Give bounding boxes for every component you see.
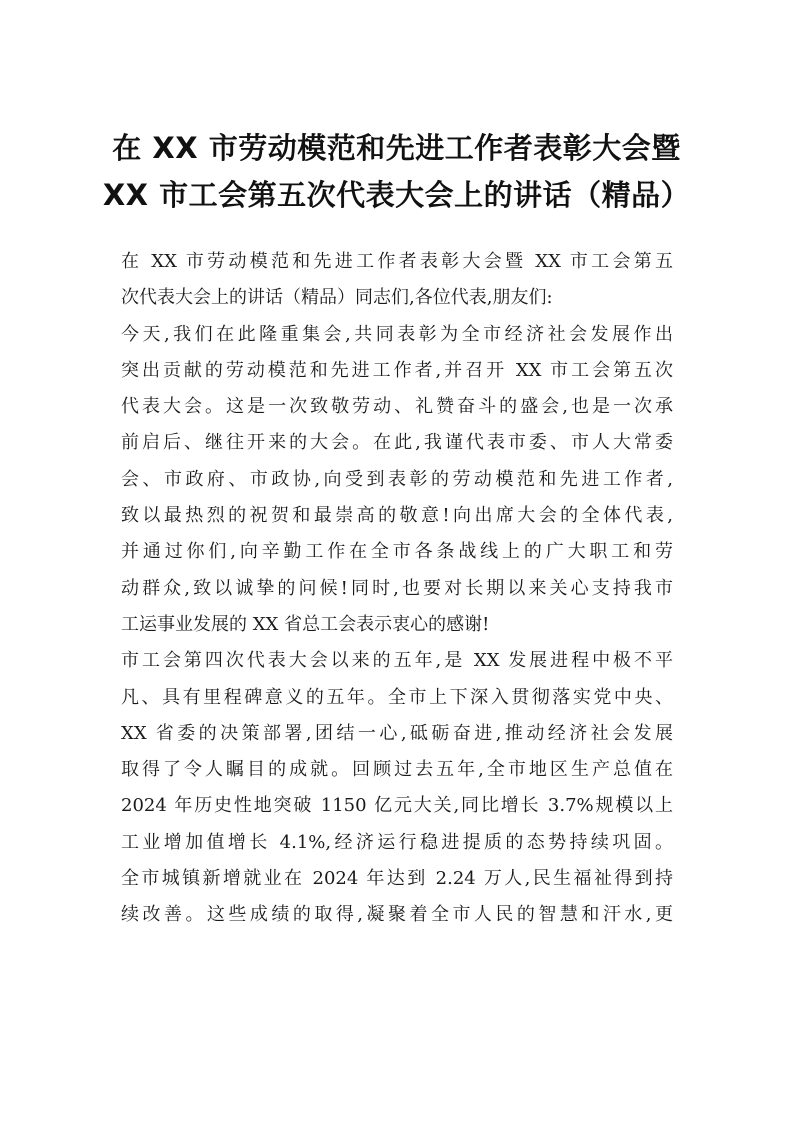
body-line: 次代表大会上的讲话（精品）同志们,各位代表,朋友们: [121, 287, 553, 309]
body-line: 今天,我们在此隆重集会,共同表彰为全市经济社会发展作出 [121, 323, 673, 345]
body-line: 前启后、继往开来的大会。在此,我谨代表市委、市人大常委 [121, 432, 673, 454]
body-line: 代表大会。这是一次致敬劳动、礼赞奋斗的盛会,也是一次承 [121, 396, 673, 418]
body-line: 2024 年历史性地突破 1150 亿元大关,同比增长 3.7%规模以上 [121, 795, 673, 817]
document-title-line-1: 在 XX 市劳动模范和先进工作者表彰大会暨 [112, 131, 681, 165]
body-line: 会、市政府、市政协,向受到表彰的劳动模范和先进工作者, [121, 468, 673, 490]
body-line: XX 省委的决策部署,团结一心,砥砺奋进,推动经济社会发展 [121, 722, 673, 744]
body-line: 致以最热烈的祝贺和最崇高的敬意!向出席大会的全体代表, [121, 505, 673, 527]
body-line: 在 XX 市劳动模范和先进工作者表彰大会暨 XX 市工会第五 [121, 251, 673, 272]
document-body [121, 244, 673, 934]
body-line: 突出贡献的劳动模范和先进工作者,并召开 XX 市工会第五次 [121, 359, 673, 381]
document-title-line-2: XX 市工会第五次代表大会上的讲话（精品） [102, 178, 691, 212]
body-line: 工运事业发展的 XX 省总工会表示衷心的感谢! [121, 613, 490, 635]
body-line: 续改善。这些成绩的取得,凝聚着全市人民的智慧和汗水,更 [121, 904, 673, 926]
body-line: 凡、具有里程碑意义的五年。全市上下深入贯彻落实党中央、 [121, 686, 673, 708]
body-line: 动群众,致以诚挚的问候!同时,也要对长期以来关心支持我市 [121, 577, 673, 599]
body-line: 取得了令人瞩目的成就。回顾过去五年,全市地区生产总值在 [121, 759, 673, 781]
body-line: 市工会第四次代表大会以来的五年,是 XX 发展进程中极不平 [121, 650, 673, 672]
body-line: 并通过你们,向辛勤工作在全市各条战线上的广大职工和劳 [121, 541, 673, 563]
body-line: 全市城镇新增就业在 2024 年达到 2.24 万人,民生福祉得到持 [121, 868, 673, 890]
body-line: 工业增加值增长 4.1%,经济运行稳进提质的态势持续巩固。 [121, 831, 673, 853]
